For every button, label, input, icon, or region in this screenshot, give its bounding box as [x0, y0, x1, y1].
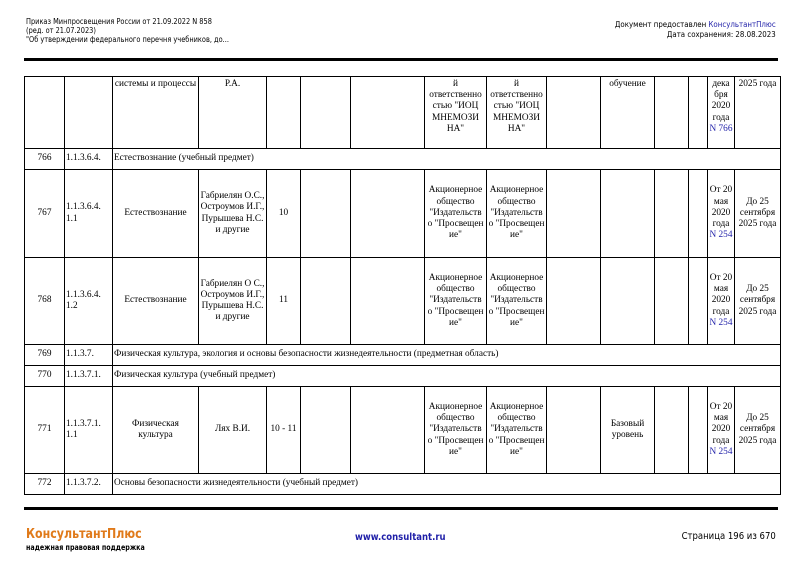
table-cell: системы и процессы: [113, 77, 199, 149]
table-cell: [689, 258, 708, 345]
table-row: [25, 170, 781, 258]
site-link[interactable]: www.consultant.ru: [355, 532, 446, 543]
table-cell: [708, 387, 735, 474]
order-date: От 20 мая 2020 года: [709, 401, 733, 446]
table-cell: обучение: [601, 77, 655, 149]
table-cell: До 25 сентября 2025 года: [735, 387, 781, 474]
page-number: Страница 196 из 670: [681, 531, 776, 542]
table-cell: [301, 258, 351, 345]
table-cell: [655, 170, 689, 258]
table-cell: До 25 сентября 2025 года: [735, 258, 781, 345]
table-cell: Основы безопасности жизнедеятельности (учебный предмет): [113, 474, 781, 495]
table-row: [25, 474, 781, 495]
table-cell: [351, 258, 425, 345]
table-cell: 766: [25, 149, 65, 170]
table-cell: 1.1.3.6.4. 1.1: [65, 170, 113, 258]
table-row: [25, 77, 781, 149]
table-cell: [547, 387, 601, 474]
table-cell: Акционерное общество "Издательств о "Просвещен ие": [425, 170, 487, 258]
order-link[interactable]: N 254: [709, 446, 733, 457]
table-cell: [351, 77, 425, 149]
table-cell: [25, 77, 65, 149]
provided-by-label: Документ предоставлен: [615, 20, 709, 29]
table-row: [25, 387, 781, 474]
table-cell: [65, 77, 113, 149]
table-cell: [301, 77, 351, 149]
table-cell: Акционерное общество "Издательств о "Просвещен ие": [487, 170, 547, 258]
table-cell: [351, 387, 425, 474]
table-cell: Габриелян О.С., Остроумов И.Г., Пурышева Н.С. и другие: [199, 170, 267, 258]
table-cell: 1.1.3.7.: [65, 345, 113, 366]
table-cell: Акционерное общество "Издательств о "Просвещен ие": [425, 387, 487, 474]
table-cell: Акционерное общество "Издательств о "Просвещен ие": [425, 258, 487, 345]
document-header-info: [26, 17, 229, 44]
order-link[interactable]: N 766: [709, 123, 733, 134]
table-cell: 770: [25, 366, 65, 387]
table-cell: Габриелян О С., Остроумов И.Г., Пурышева Н.С. и другие: [199, 258, 267, 345]
table-cell: й ответственно стью "ИОЦ МНЕМОЗИ НА": [425, 77, 487, 149]
table-cell: Лях В.И.: [199, 387, 267, 474]
provider-info: [615, 20, 776, 40]
table-row: [25, 258, 781, 345]
table-cell: 771: [25, 387, 65, 474]
table-cell: 769: [25, 345, 65, 366]
table-cell: 768: [25, 258, 65, 345]
textbook-table: [24, 76, 781, 495]
table-cell: [708, 77, 735, 149]
table-cell: [708, 170, 735, 258]
table-cell: й ответственно стью "ИОЦ МНЕМОЗИ НА": [487, 77, 547, 149]
footer-divider: [24, 507, 778, 510]
order-link[interactable]: N 254: [709, 230, 733, 241]
order-date: От 20 мая 2020 года: [709, 272, 733, 317]
table-cell: [351, 170, 425, 258]
table-cell: 772: [25, 474, 65, 495]
table-cell: Естествознание: [113, 258, 199, 345]
table-cell: [601, 258, 655, 345]
table-cell: [267, 77, 301, 149]
consultant-logo: КонсультантПлюс: [26, 527, 142, 542]
table-row: [25, 366, 781, 387]
table-cell: [655, 258, 689, 345]
table-cell: Физическая культура, экология и основы безопасности жизнедеятельности (предметная область): [113, 345, 781, 366]
table-cell: Физическая культура: [113, 387, 199, 474]
order-date: От 20 мая 2020 года: [709, 185, 733, 230]
table-cell: Естествознание (учебный предмет): [113, 149, 781, 170]
table-cell: [547, 258, 601, 345]
table-cell: 1.1.3.7.1. 1.1: [65, 387, 113, 474]
table-cell: До 25 сентября 2025 года: [735, 170, 781, 258]
table-cell: [655, 77, 689, 149]
table-row: [25, 149, 781, 170]
doc-title-line3: "Об утверждении федерального перечня учебников, до...: [26, 35, 229, 44]
table-cell: [301, 387, 351, 474]
table-cell: Акционерное общество "Издательств о "Просвещен ие": [487, 258, 547, 345]
table-cell: [708, 258, 735, 345]
table-cell: Р.А.: [199, 77, 267, 149]
table-cell: Акционерное общество "Издательств о "Просвещен ие": [487, 387, 547, 474]
table-cell: 2025 года: [735, 77, 781, 149]
order-link[interactable]: N 254: [709, 317, 733, 328]
table-cell: Естествознание: [113, 170, 199, 258]
table-cell: 10 - 11: [267, 387, 301, 474]
table-cell: 1.1.3.7.2.: [65, 474, 113, 495]
table-cell: [547, 170, 601, 258]
save-date: Дата сохранения: 28.08.2023: [667, 30, 776, 39]
doc-title-line2: (ред. от 21.07.2023): [26, 26, 96, 35]
table-cell: [301, 170, 351, 258]
table-cell: 1.1.3.7.1.: [65, 366, 113, 387]
logo-tagline: надежная правовая поддержка: [26, 543, 145, 552]
table-row: [25, 345, 781, 366]
table-cell: [689, 170, 708, 258]
table-cell: Базовый уровень: [601, 387, 655, 474]
order-date: дека бря 2020 года: [711, 79, 731, 123]
table-cell: [655, 387, 689, 474]
table-cell: 1.1.3.6.4.: [65, 149, 113, 170]
table-cell: [689, 77, 708, 149]
provider-link[interactable]: КонсультантПлюс: [708, 20, 776, 29]
table-cell: [601, 170, 655, 258]
header-divider: [24, 58, 778, 61]
table-cell: 11: [267, 258, 301, 345]
table-cell: Физическая культура (учебный предмет): [113, 366, 781, 387]
table-cell: 767: [25, 170, 65, 258]
table-cell: 10: [267, 170, 301, 258]
table-cell: [547, 77, 601, 149]
table-cell: 1.1.3.6.4. 1.2: [65, 258, 113, 345]
doc-title-line1: Приказ Минпросвещения России от 21.09.2022 N 858: [26, 17, 212, 26]
table-cell: [689, 387, 708, 474]
